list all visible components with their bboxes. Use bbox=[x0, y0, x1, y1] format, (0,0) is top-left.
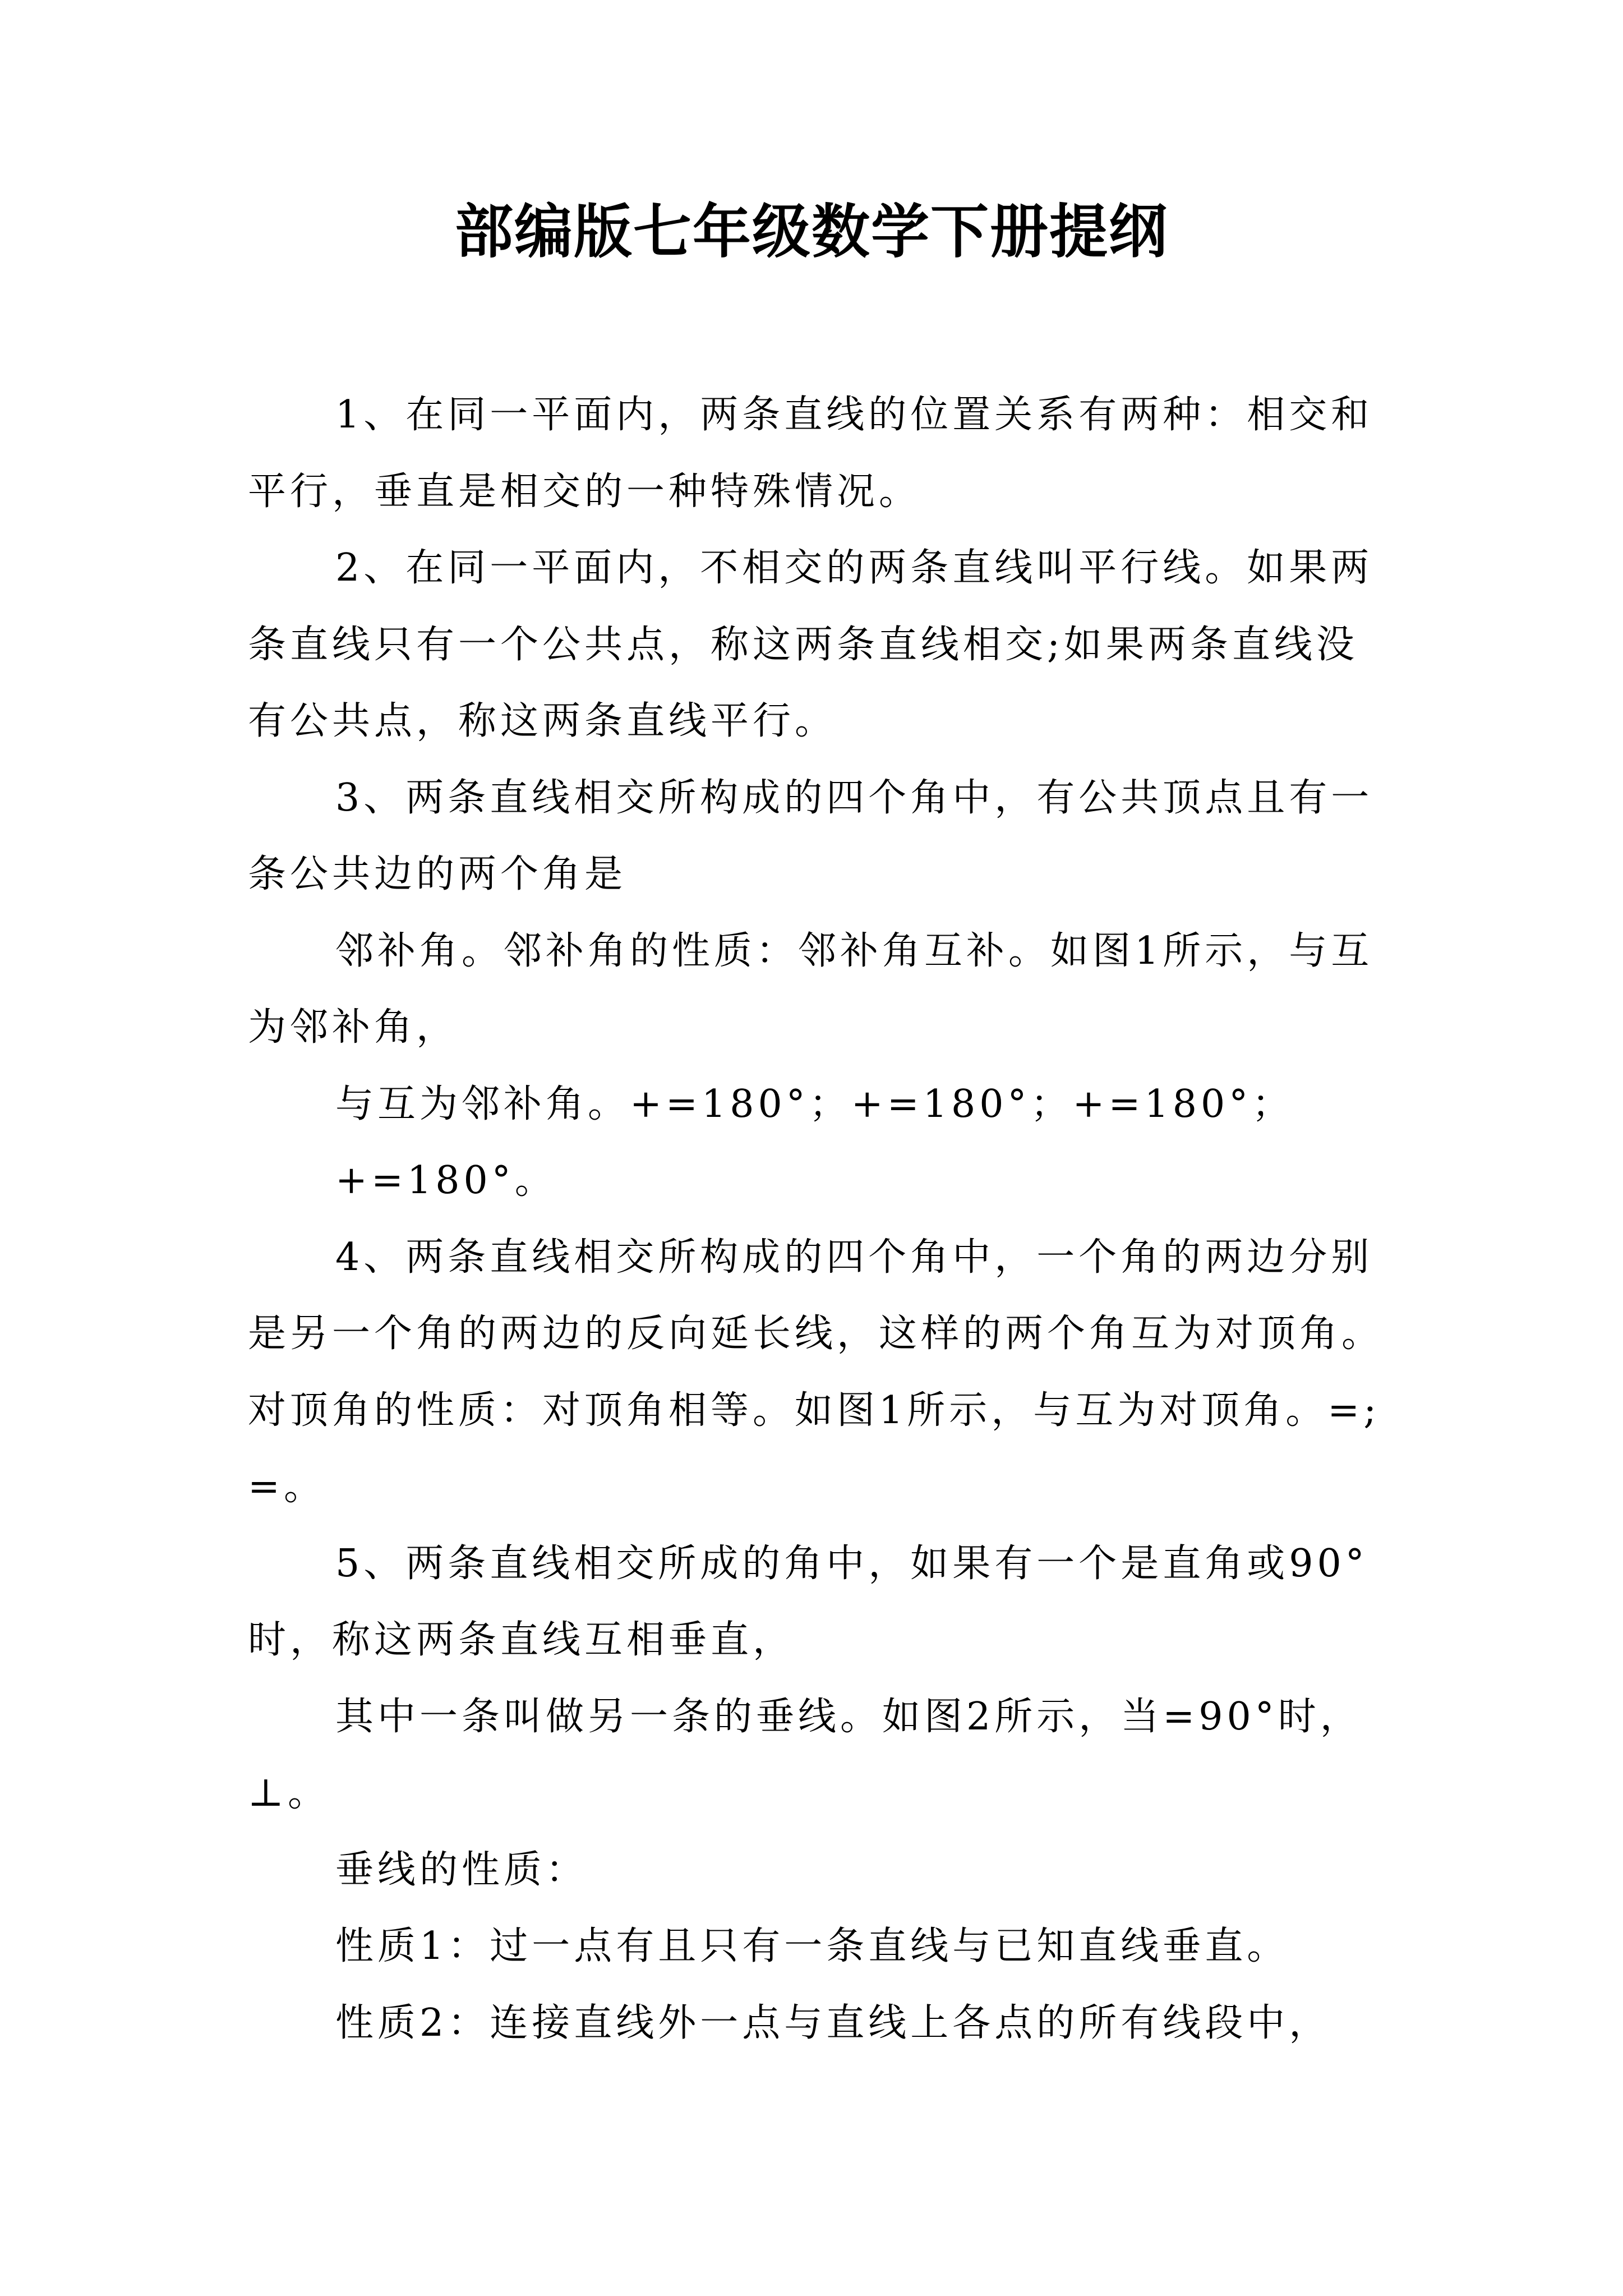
paragraph-property-1: 性质1：过一点有且只有一条直线与已知直线垂直。 bbox=[335, 1924, 1289, 1968]
paragraph-adjacent-angles-sum-last: +=180°。 bbox=[335, 1158, 557, 1203]
paragraph-perpendicular-definition: 其中一条叫做另一条的垂线。如图2所示，当=90°时，⊥。 bbox=[248, 1694, 1362, 1815]
paragraph-perpendicular-properties-heading: 垂线的性质： bbox=[335, 1847, 588, 1892]
paragraph-4: 4、两条直线相交所构成的四个角中，一个角的两边分别是另一个角的两边的反向延长线，这样的两个角互为对顶角。对顶角的性质：对顶角相等。如图1所示，与互为对顶角。=;=。 bbox=[248, 1235, 1384, 1509]
paragraph-adjacent-angles: 邻补角。邻补角的性质：邻补角互补。如图1所示，与互为邻补角， bbox=[248, 928, 1373, 1050]
paragraph-1: 1、在同一平面内，两条直线的位置关系有两种：相交和平行，垂直是相交的一种特殊情况。 bbox=[248, 393, 1373, 514]
paragraph-5: 5、两条直线相交所成的角中，如果有一个是直角或90°时，称这两条直线互相垂直， bbox=[248, 1541, 1368, 1662]
paragraph-3: 3、两条直线相交所构成的四个角中，有公共顶点且有一条公共边的两个角是 bbox=[248, 775, 1373, 896]
document-body bbox=[248, 377, 1386, 2062]
document-title: 部编版七年级数学下册提纲 bbox=[454, 197, 1168, 266]
paragraph-property-2: 性质2：连接直线外一点与直线上各点的所有线段中， bbox=[335, 2000, 1331, 2045]
paragraph-2: 2、在同一平面内，不相交的两条直线叫平行线。如果两条直线只有一个公共点，称这两条直线相交;如果两条直线没有公共点，称这两条直线平行。 bbox=[248, 546, 1373, 743]
paragraph-adjacent-angles-sums: 与互为邻补角。+=180°；+=180°；+=180°； bbox=[335, 1082, 1294, 1126]
